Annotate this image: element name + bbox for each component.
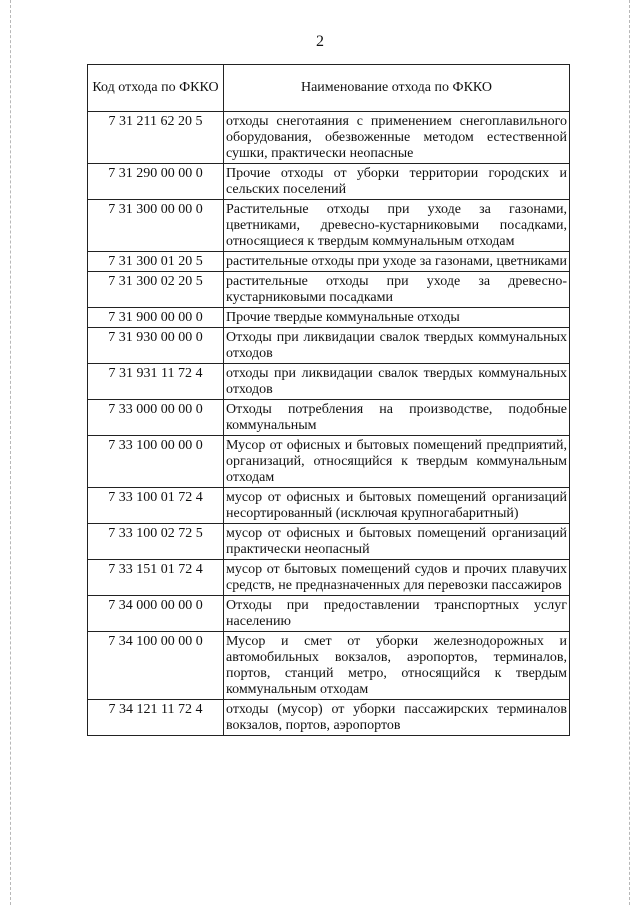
table-row [88, 164, 570, 200]
waste-code: 7 34 000 00 00 0 [88, 596, 224, 632]
waste-name: растительные отходы при уходе за газонами, цветниками [224, 252, 570, 272]
waste-code: 7 31 300 00 00 0 [88, 200, 224, 252]
header-code: Код отхода по ФККО [88, 65, 224, 112]
waste-code: 7 33 100 01 72 4 [88, 488, 224, 524]
waste-name: Мусор от офисных и бытовых помещений предприятий, организаций, относящийся к твердым коммунальным отходам [224, 436, 570, 488]
waste-code: 7 33 151 01 72 4 [88, 560, 224, 596]
table-row [88, 112, 570, 164]
table-row [88, 488, 570, 524]
waste-code: 7 34 121 11 72 4 [88, 700, 224, 736]
scan-edge-left [10, 0, 11, 905]
table-row [88, 400, 570, 436]
scan-edge-right [629, 0, 630, 905]
waste-name: растительные отходы при уходе за древесно-кустарниковыми посадками [224, 272, 570, 308]
waste-code: 7 33 100 00 00 0 [88, 436, 224, 488]
waste-name: Отходы потребления на производстве, подобные коммунальным [224, 400, 570, 436]
waste-name: Отходы при предоставлении транспортных услуг населению [224, 596, 570, 632]
waste-name: Мусор и смет от уборки железнодорожных и автомобильных вокзалов, аэропортов, терминалов, портов, станций метро, относящийся к твердым коммунальным отходам [224, 632, 570, 700]
table-row [88, 632, 570, 700]
waste-code-table [87, 64, 570, 736]
waste-name: отходы снеготаяния с применением снегоплавильного оборудования, обезвоженные методом естественной сушки, практически неопасные [224, 112, 570, 164]
table-row [88, 272, 570, 308]
table-row [88, 700, 570, 736]
table-row [88, 364, 570, 400]
table-header-row [88, 65, 570, 112]
waste-name: отходы (мусор) от уборки пассажирских терминалов вокзалов, портов, аэропортов [224, 700, 570, 736]
waste-code: 7 33 100 02 72 5 [88, 524, 224, 560]
waste-name: Растительные отходы при уходе за газонами, цветниками, древесно-кустарниковыми посадками, относящиеся к твердым коммунальным отходам [224, 200, 570, 252]
table-row [88, 596, 570, 632]
page-number: 2 [316, 33, 324, 50]
table-row [88, 252, 570, 272]
table-row [88, 436, 570, 488]
waste-code: 7 31 930 00 00 0 [88, 328, 224, 364]
waste-code: 7 31 931 11 72 4 [88, 364, 224, 400]
waste-code: 7 31 211 62 20 5 [88, 112, 224, 164]
table-row [88, 328, 570, 364]
waste-name: Прочие отходы от уборки территории городских и сельских поселений [224, 164, 570, 200]
waste-code: 7 31 290 00 00 0 [88, 164, 224, 200]
waste-code: 7 31 900 00 00 0 [88, 308, 224, 328]
waste-name: Прочие твердые коммунальные отходы [224, 308, 570, 328]
table-row [88, 308, 570, 328]
header-name: Наименование отхода по ФККО [224, 65, 570, 112]
waste-code: 7 31 300 01 20 5 [88, 252, 224, 272]
waste-name: мусор от офисных и бытовых помещений организаций практически неопасный [224, 524, 570, 560]
waste-code: 7 31 300 02 20 5 [88, 272, 224, 308]
table-row [88, 560, 570, 596]
waste-name: отходы при ликвидации свалок твердых коммунальных отходов [224, 364, 570, 400]
waste-code: 7 34 100 00 00 0 [88, 632, 224, 700]
table-row [88, 524, 570, 560]
waste-name: мусор от офисных и бытовых помещений организаций несортированный (исключая крупногабаритный) [224, 488, 570, 524]
table-row [88, 200, 570, 252]
waste-name: мусор от бытовых помещений судов и прочих плавучих средств, не предназначенных для перевозки пассажиров [224, 560, 570, 596]
waste-name: Отходы при ликвидации свалок твердых коммунальных отходов [224, 328, 570, 364]
waste-code: 7 33 000 00 00 0 [88, 400, 224, 436]
